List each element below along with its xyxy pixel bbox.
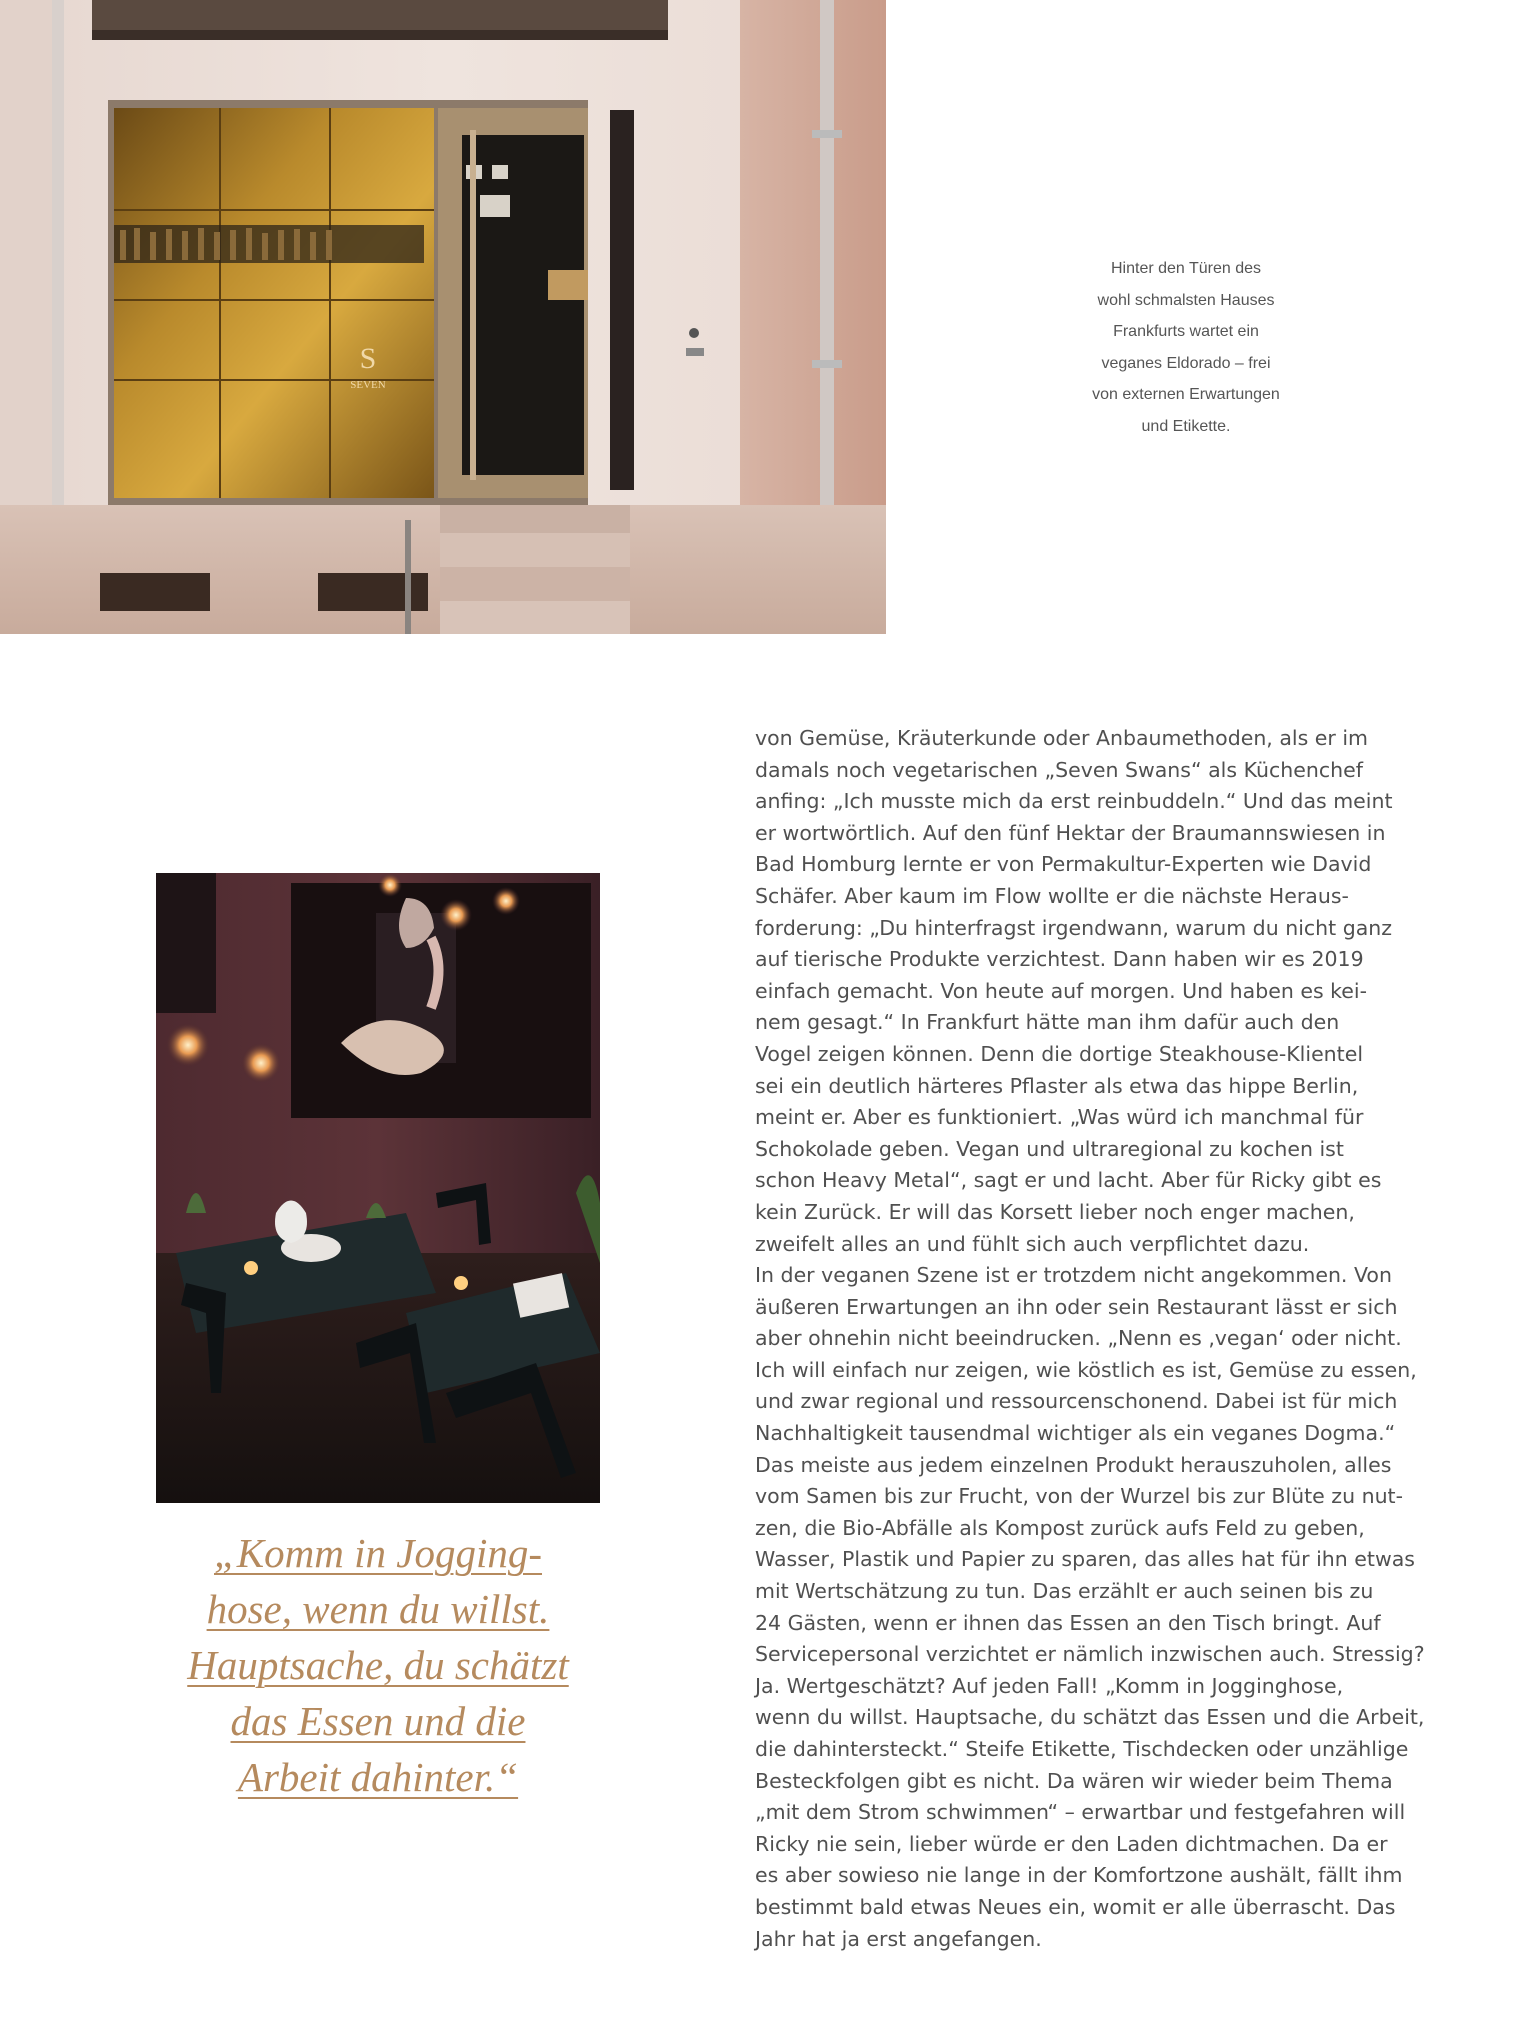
caption-line: von externen Erwartungen xyxy=(1092,386,1280,403)
article-line: Das meiste aus jedem einzelnen Produkt herauszuholen, alles xyxy=(755,1452,1392,1477)
restaurant-interior-photo xyxy=(156,873,600,1503)
article-line: bestimmt bald etwas Neues ein, womit er alle überrascht. Das xyxy=(755,1894,1396,1919)
article-line: 24 Gästen, wenn er ihnen das Essen an den Tisch bringt. Auf xyxy=(755,1610,1381,1635)
article-line: „mit dem Strom schwimmen“ – erwartbar und festgefahren will xyxy=(755,1800,1406,1825)
article-line: und zwar regional und ressourcenschonend. Dabei ist für mich xyxy=(755,1389,1398,1414)
article-line: Schäfer. Aber kaum im Flow wollte er die nächste Heraus- xyxy=(755,883,1349,908)
article-line: auf tierische Produkte verzichtest. Dann haben wir es 2019 xyxy=(755,947,1364,972)
article-line: Schokolade geben. Vegan und ultraregional zu kochen ist xyxy=(755,1136,1344,1161)
caption-line: veganes Eldorado – frei xyxy=(1101,354,1271,372)
article-line: Ich will einfach nur zeigen, wie köstlich es ist, Gemüse zu essen, xyxy=(755,1357,1417,1382)
photo-caption xyxy=(1046,253,1326,442)
article-line: vom Samen bis zur Frucht, von der Wurzel bis zur Blüte zu nut- xyxy=(755,1484,1403,1509)
article-body xyxy=(755,723,1425,1955)
article-line: nem gesagt.“ In Frankfurt hätte man ihm dafür auch den xyxy=(755,1010,1340,1035)
quote-line: das Essen und die xyxy=(230,1698,526,1744)
sign-letter: S xyxy=(359,342,377,375)
article-line: es aber sowieso nie lange in der Komfortzone aushält, fällt ihm xyxy=(755,1863,1403,1888)
article-line: Bad Homburg lernte er von Permakultur-Experten wie David xyxy=(755,852,1372,877)
article-line: forderung: „Du hinterfragst irgendwann, warum du nicht ganz xyxy=(755,915,1393,940)
article-line: Ja. Wertgeschätzt? Auf jeden Fall! „Komm in Jogginghose, xyxy=(755,1673,1344,1698)
article-line: kein Zurück. Er will das Korsett lieber noch enger machen, xyxy=(755,1199,1355,1224)
article-line: Besteckfolgen gibt es nicht. Da wären wir wieder beim Thema xyxy=(755,1768,1393,1793)
caption-line: Frankfurts wartet ein xyxy=(1113,323,1259,340)
article-line: von Gemüse, Kräuterkunde oder Anbaumethoden, als er im xyxy=(755,726,1369,750)
article-line: meint er. Aber es funktioniert. „Was würd ich manchmal für xyxy=(755,1105,1364,1130)
quote-line: Arbeit dahinter.“ xyxy=(237,1754,519,1800)
pull-quote xyxy=(156,1525,600,1805)
article-line: Servicepersonal verzichtet er nämlich inzwischen auch. Stressig? xyxy=(755,1642,1425,1667)
article-line: Ricky nie sein, lieber würde er den Laden dichtmachen. Da er xyxy=(755,1831,1388,1856)
facade-illustration xyxy=(0,0,886,634)
article-line: In der veganen Szene ist er trotzdem nicht angekommen. Von xyxy=(755,1263,1392,1288)
article-line: die dahintersteckt.“ Steife Etikette, Tischdecken oder unzählige xyxy=(755,1737,1409,1761)
article-line: äußeren Erwartungen an ihn oder sein Restaurant lässt er sich xyxy=(755,1294,1398,1319)
quote-line: Hauptsache, du schätzt xyxy=(187,1642,569,1688)
restaurant-facade-photo xyxy=(0,0,886,634)
article-line: mit Wertschätzung zu tun. Das erzählt er auch seinen bis zu xyxy=(755,1579,1374,1604)
caption-line: und Etikette. xyxy=(1141,417,1231,435)
caption-line: Hinter den Türen des xyxy=(1110,260,1261,277)
article-line: Jahr hat ja erst angefangen. xyxy=(755,1926,1042,1951)
quote-line: „Komm in Jogging- xyxy=(214,1530,542,1576)
article-line: Vogel zeigen können. Denn die dortige Steakhouse-Klientel xyxy=(755,1041,1364,1066)
article-line: zen, die Bio-Abfälle als Kompost zurück aufs Feld zu geben, xyxy=(755,1515,1365,1540)
article-line: er wortwörtlich. Auf den fünf Hektar der Braumannswiesen in xyxy=(755,820,1386,845)
article-line: wenn du willst. Hauptsache, du schätzt das Essen und die Arbeit, xyxy=(755,1705,1425,1730)
article-line: Nachhaltigkeit tausendmal wichtiger als ein veganes Dogma.“ xyxy=(755,1421,1396,1446)
article-line: sei ein deutlich härteres Pflaster als etwa das hippe Berlin, xyxy=(755,1073,1359,1098)
article-line: schon Heavy Metal“, sagt er und lacht. Aber für Ricky gibt es xyxy=(755,1168,1382,1193)
article-line: aber ohnehin nicht beeindrucken. „Nenn es ‚vegan‘ oder nicht. xyxy=(755,1326,1402,1351)
quote-line: hose, wenn du willst. xyxy=(206,1586,550,1632)
article-line: zweifelt alles an und fühlt sich auch verpflichtet dazu. xyxy=(755,1231,1310,1256)
article-line: Wasser, Plastik und Papier zu sparen, das alles hat für ihn etwas xyxy=(755,1547,1415,1572)
article-line: damals noch vegetarischen „Seven Swans“ als Küchenchef xyxy=(755,757,1363,782)
interior-illustration xyxy=(156,873,600,1503)
article-line: anfing: „Ich musste mich da erst reinbuddeln.“ Und das meint xyxy=(755,789,1393,814)
sign-word: SEVEN xyxy=(350,379,386,391)
caption-line: wohl schmalsten Hauses xyxy=(1097,291,1275,309)
article-line: einfach gemacht. Von heute auf morgen. Und haben es kei- xyxy=(755,978,1367,1003)
